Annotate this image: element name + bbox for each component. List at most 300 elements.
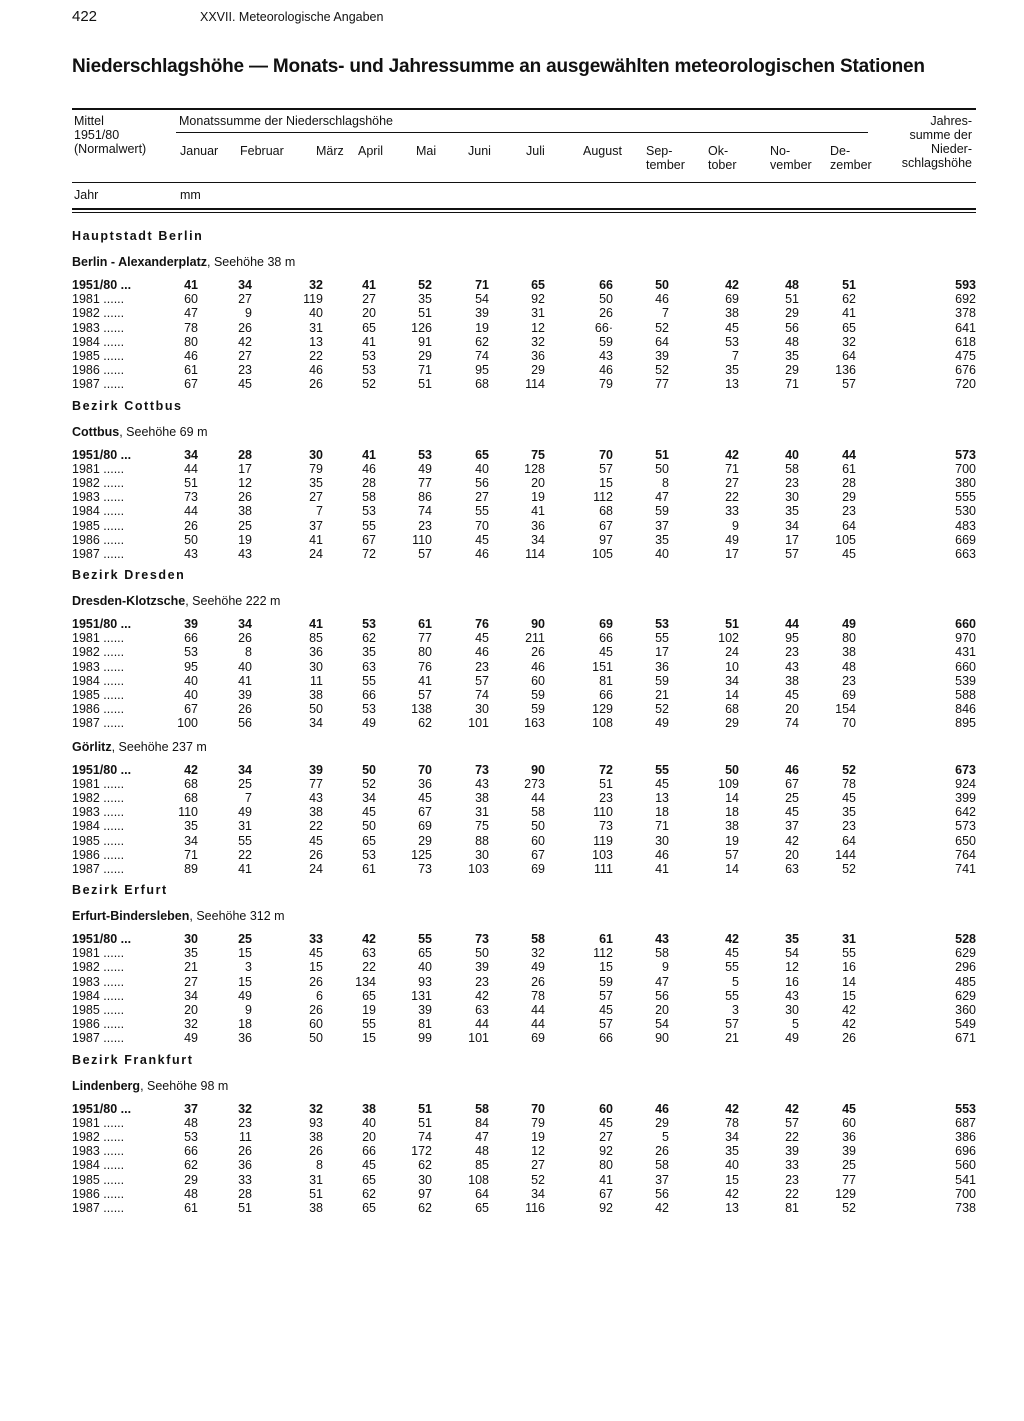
row-label: 1986 ...... xyxy=(72,1186,125,1201)
data-table xyxy=(72,448,976,562)
month-cell: 52 xyxy=(842,861,856,876)
month-cell: 48 xyxy=(184,1115,198,1130)
month-cell: 33 xyxy=(785,1158,799,1173)
month-cell: 37 xyxy=(655,1172,669,1187)
month-cell: 18 xyxy=(655,805,669,820)
month-cell: 45 xyxy=(475,631,489,646)
month-cell: 39 xyxy=(655,349,669,364)
month-cell: 40 xyxy=(309,306,323,321)
month-cell: 78 xyxy=(842,776,856,791)
month-cell: 36 xyxy=(655,659,669,674)
month-cell: 69 xyxy=(725,292,739,307)
station-elevation: , Seehöhe 38 m xyxy=(207,255,296,269)
month-cell: 68 xyxy=(184,790,198,805)
month-cell: 59 xyxy=(655,504,669,519)
month-cell: 36 xyxy=(309,645,323,660)
header-unit: mm xyxy=(180,188,201,202)
data-table xyxy=(72,1102,976,1216)
month-cell: 27 xyxy=(531,1158,545,1173)
table-row xyxy=(72,989,976,1003)
month-cell: 50 xyxy=(362,819,376,834)
month-cell: 46 xyxy=(655,1101,669,1116)
month-cell: 38 xyxy=(842,645,856,660)
month-cell: 73 xyxy=(475,932,489,947)
month-cell: 45 xyxy=(599,645,613,660)
month-cell: 93 xyxy=(418,974,432,989)
month-cell: 42 xyxy=(184,762,198,777)
station-elevation: , Seehöhe 312 m xyxy=(189,909,285,923)
month-cell: 46 xyxy=(785,762,799,777)
month-cell: 163 xyxy=(524,716,545,731)
month-cell: 45 xyxy=(842,546,856,561)
station-heading xyxy=(72,904,976,932)
month-cell: 49 xyxy=(842,617,856,632)
month-cell: 41 xyxy=(599,1172,613,1187)
top-rule xyxy=(72,108,976,110)
month-cell: 19 xyxy=(531,490,545,505)
month-cell: 101 xyxy=(468,1031,489,1046)
month-cell: 15 xyxy=(599,960,613,975)
month-cell: 23 xyxy=(785,475,799,490)
month-cell: 32 xyxy=(238,1101,252,1116)
annual-cell: 692 xyxy=(955,292,976,307)
month-cell: 57 xyxy=(725,1017,739,1032)
month-cell: 80 xyxy=(842,631,856,646)
month-cell: 44 xyxy=(475,1017,489,1032)
month-cell: 67 xyxy=(599,1186,613,1201)
row-label: 1982 ...... xyxy=(72,306,125,321)
row-label: 1986 ...... xyxy=(72,847,125,862)
table-row xyxy=(72,833,976,847)
month-cell: 71 xyxy=(184,847,198,862)
month-cell: 42 xyxy=(725,1101,739,1116)
annual-cell: 296 xyxy=(955,960,976,975)
month-cell: 35 xyxy=(184,819,198,834)
month-cell: 116 xyxy=(525,1200,545,1215)
row-label: 1984 ...... xyxy=(72,504,125,519)
header-month-dezember: De- zember xyxy=(830,144,872,172)
row-label: 1985 ...... xyxy=(72,518,125,533)
month-cell: 34 xyxy=(238,278,252,293)
row-label: 1987 ...... xyxy=(72,1031,125,1046)
table-row xyxy=(72,645,976,659)
month-cell: 79 xyxy=(531,1115,545,1130)
station-name: Berlin - Alexanderplatz xyxy=(72,255,207,269)
month-cell: 21 xyxy=(184,960,198,975)
data-table xyxy=(72,763,976,877)
month-cell: 53 xyxy=(362,847,376,862)
month-cell: 60 xyxy=(531,833,545,848)
month-cell: 27 xyxy=(184,974,198,989)
table-row xyxy=(72,862,976,876)
month-cell: 154 xyxy=(835,702,856,717)
month-cell: 65 xyxy=(418,946,432,961)
month-cell: 45 xyxy=(309,946,323,961)
station-section xyxy=(72,226,976,396)
month-cell: 23 xyxy=(475,659,489,674)
month-cell: 80 xyxy=(599,1158,613,1173)
month-cell: 45 xyxy=(418,790,432,805)
month-cell: 23 xyxy=(238,363,252,378)
month-cell: 111 xyxy=(593,861,613,876)
month-cell: 51 xyxy=(842,278,856,293)
row-label: 1983 ...... xyxy=(72,490,125,505)
month-cell: 59 xyxy=(531,702,545,717)
month-cell: 46 xyxy=(475,645,489,660)
month-cell: 62 xyxy=(362,1186,376,1201)
header-jahressumme: Jahres- summe der Nieder- schlagshöhe xyxy=(901,114,972,170)
annual-cell: 924 xyxy=(955,776,976,791)
month-cell: 60 xyxy=(599,1101,613,1116)
month-cell: 31 xyxy=(531,306,545,321)
month-cell: 35 xyxy=(785,504,799,519)
month-cell: 69 xyxy=(531,1031,545,1046)
month-cell: 41 xyxy=(655,861,669,876)
month-cell: 12 xyxy=(238,475,252,490)
month-cell: 43 xyxy=(785,988,799,1003)
month-cell: 48 xyxy=(785,334,799,349)
month-cell: 6 xyxy=(316,988,323,1003)
month-cell: 51 xyxy=(725,617,739,632)
month-cell: 41 xyxy=(531,504,545,519)
month-cell: 26 xyxy=(309,847,323,862)
month-cell: 66 xyxy=(599,631,613,646)
month-cell: 39 xyxy=(309,762,323,777)
month-cell: 50 xyxy=(475,946,489,961)
month-cell: 70 xyxy=(418,762,432,777)
month-cell: 66 xyxy=(362,1144,376,1159)
month-cell: 31 xyxy=(309,320,323,335)
annual-cell: 541 xyxy=(955,1172,976,1187)
month-cell: 50 xyxy=(531,819,545,834)
month-cell: 66 xyxy=(184,1144,198,1159)
month-cell: 52 xyxy=(531,1172,545,1187)
month-cell: 60 xyxy=(842,1115,856,1130)
month-cell: 51 xyxy=(418,1115,432,1130)
month-cell: 66 xyxy=(362,688,376,703)
row-label: 1985 ...... xyxy=(72,688,125,703)
annual-cell: 700 xyxy=(955,1186,976,1201)
month-cell: 26 xyxy=(238,490,252,505)
month-cell: 45 xyxy=(475,532,489,547)
month-cell: 71 xyxy=(725,461,739,476)
month-cell: 37 xyxy=(785,819,799,834)
table-row xyxy=(72,547,976,561)
month-cell: 41 xyxy=(362,447,376,462)
month-cell: 63 xyxy=(785,861,799,876)
month-cell: 11 xyxy=(239,1129,252,1144)
bezirk-heading: Bezirk Erfurt xyxy=(72,883,168,897)
month-cell: 110 xyxy=(178,805,198,820)
month-cell: 67 xyxy=(184,377,198,392)
month-cell: 44 xyxy=(842,447,856,462)
month-cell: 38 xyxy=(309,1129,323,1144)
row-label: 1983 ...... xyxy=(72,805,125,820)
month-cell: 39 xyxy=(418,1003,432,1018)
month-cell: 50 xyxy=(184,532,198,547)
month-cell: 57 xyxy=(418,688,432,703)
month-cell: 31 xyxy=(309,1172,323,1187)
month-cell: 65 xyxy=(842,320,856,335)
month-cell: 74 xyxy=(475,349,489,364)
month-cell: 68 xyxy=(184,776,198,791)
month-cell: 27 xyxy=(725,475,739,490)
month-cell: 23 xyxy=(842,819,856,834)
bottom-rule-thin xyxy=(72,212,976,213)
month-cell: 50 xyxy=(655,461,669,476)
month-cell: 35 xyxy=(418,292,432,307)
month-cell: 61 xyxy=(842,461,856,476)
month-cell: 42 xyxy=(655,1200,669,1215)
annual-cell: 660 xyxy=(955,659,976,674)
month-cell: 42 xyxy=(362,932,376,947)
month-cell: 85 xyxy=(309,631,323,646)
month-cell: 53 xyxy=(362,504,376,519)
month-cell: 52 xyxy=(362,776,376,791)
month-cell: 47 xyxy=(655,490,669,505)
month-cell: 29 xyxy=(184,1172,198,1187)
month-cell: 31 xyxy=(238,819,252,834)
month-cell: 30 xyxy=(785,1003,799,1018)
month-cell: 65 xyxy=(362,1172,376,1187)
month-cell: 78 xyxy=(184,320,198,335)
annual-cell: 539 xyxy=(955,673,976,688)
month-cell: 52 xyxy=(655,702,669,717)
month-cell: 90 xyxy=(531,617,545,632)
month-cell: 32 xyxy=(531,334,545,349)
month-cell: 65 xyxy=(531,278,545,293)
month-cell: 27 xyxy=(309,490,323,505)
data-table xyxy=(72,617,976,731)
month-cell: 18 xyxy=(725,805,739,820)
month-cell: 38 xyxy=(309,688,323,703)
month-cell: 62 xyxy=(362,631,376,646)
month-cell: 59 xyxy=(655,673,669,688)
table-row xyxy=(72,1017,976,1031)
month-cell: 51 xyxy=(599,776,613,791)
month-cell: 28 xyxy=(362,475,376,490)
month-cell: 25 xyxy=(238,518,252,533)
month-cell: 45 xyxy=(785,688,799,703)
month-cell: 53 xyxy=(725,334,739,349)
month-cell: 38 xyxy=(362,1101,376,1116)
month-cell: 12 xyxy=(531,1144,545,1159)
annual-cell: 764 xyxy=(955,847,976,862)
row-label: 1981 ...... xyxy=(72,461,125,476)
month-cell: 65 xyxy=(475,1200,489,1215)
month-cell: 61 xyxy=(599,932,613,947)
page-title: Niederschlagshöhe — Monats- und Jahressumme an ausgewählten meteorologischen Stationen xyxy=(72,56,925,77)
month-cell: 49 xyxy=(238,988,252,1003)
month-cell: 27 xyxy=(362,292,376,307)
month-cell: 33 xyxy=(725,504,739,519)
annual-cell: 485 xyxy=(955,974,976,989)
annual-cell: 483 xyxy=(955,518,976,533)
month-cell: 62 xyxy=(418,1158,432,1173)
month-cell: 53 xyxy=(184,645,198,660)
table-row xyxy=(72,335,976,349)
month-cell: 41 xyxy=(842,306,856,321)
month-cell: 37 xyxy=(184,1101,198,1116)
month-cell: 71 xyxy=(418,363,432,378)
month-cell: 43 xyxy=(309,790,323,805)
month-cell: 41 xyxy=(362,278,376,293)
row-label: 1987 ...... xyxy=(72,546,125,561)
month-cell: 9 xyxy=(732,518,739,533)
month-cell: 50 xyxy=(362,762,376,777)
month-cell: 17 xyxy=(655,645,669,660)
month-cell: 32 xyxy=(531,946,545,961)
month-cell: 45 xyxy=(725,320,739,335)
month-cell: 26 xyxy=(309,377,323,392)
month-cell: 53 xyxy=(184,1129,198,1144)
month-cell: 91 xyxy=(418,334,432,349)
month-cell: 47 xyxy=(475,1129,489,1144)
month-cell: 40 xyxy=(475,461,489,476)
month-cell: 66 xyxy=(599,278,613,293)
month-cell: 63 xyxy=(362,659,376,674)
month-cell: 136 xyxy=(835,363,856,378)
table-row xyxy=(72,278,976,292)
station-name: Dresden-Klotzsche xyxy=(72,594,186,608)
month-cell: 53 xyxy=(655,617,669,632)
month-cell: 7 xyxy=(732,349,739,364)
month-cell: 69 xyxy=(418,819,432,834)
row-label: 1982 ...... xyxy=(72,645,125,660)
month-cell: 73 xyxy=(599,819,613,834)
month-cell: 97 xyxy=(599,532,613,547)
month-cell: 55 xyxy=(362,518,376,533)
month-cell: 7 xyxy=(316,504,323,519)
annual-cell: 687 xyxy=(955,1115,976,1130)
month-cell: 36 xyxy=(531,349,545,364)
table-row xyxy=(72,363,976,377)
month-cell: 65 xyxy=(475,447,489,462)
row-label: 1981 ...... xyxy=(72,1115,125,1130)
table-row xyxy=(72,674,976,688)
month-cell: 42 xyxy=(475,988,489,1003)
month-cell: 68 xyxy=(599,504,613,519)
month-cell: 58 xyxy=(531,932,545,947)
row-label: 1951/80 ... xyxy=(72,932,132,947)
header-month-september: Sep- tember xyxy=(646,144,685,172)
row-label: 1982 ...... xyxy=(72,790,125,805)
month-cell: 22 xyxy=(238,847,252,862)
month-cell: 14 xyxy=(725,861,739,876)
month-cell: 112 xyxy=(593,490,613,505)
month-cell: 35 xyxy=(655,532,669,547)
month-cell: 25 xyxy=(238,932,252,947)
month-cell: 70 xyxy=(842,716,856,731)
month-cell: 36 xyxy=(418,776,432,791)
month-cell: 44 xyxy=(531,790,545,805)
month-cell: 11 xyxy=(310,673,323,688)
month-cell: 55 xyxy=(418,932,432,947)
month-cell: 19 xyxy=(531,1129,545,1144)
month-cell: 34 xyxy=(238,762,252,777)
month-cell: 35 xyxy=(725,1144,739,1159)
month-cell: 76 xyxy=(475,617,489,632)
table-row xyxy=(72,518,976,532)
month-cell: 34 xyxy=(238,617,252,632)
month-cell: 108 xyxy=(468,1172,489,1187)
month-cell: 43 xyxy=(785,659,799,674)
month-cell: 38 xyxy=(238,504,252,519)
month-cell: 53 xyxy=(362,349,376,364)
month-cell: 42 xyxy=(785,1101,799,1116)
header-month-april: April xyxy=(358,144,384,158)
month-cell: 41 xyxy=(362,334,376,349)
month-cell: 58 xyxy=(785,461,799,476)
month-cell: 128 xyxy=(524,461,545,476)
month-cell: 57 xyxy=(785,546,799,561)
month-cell: 57 xyxy=(599,1017,613,1032)
month-cell: 38 xyxy=(475,790,489,805)
month-cell: 89 xyxy=(184,861,198,876)
month-cell: 49 xyxy=(655,716,669,731)
month-cell: 68 xyxy=(725,702,739,717)
month-cell: 57 xyxy=(599,461,613,476)
month-cell: 58 xyxy=(531,805,545,820)
table-row xyxy=(72,932,976,946)
table-row xyxy=(72,1158,976,1172)
month-cell: 54 xyxy=(655,1017,669,1032)
month-cell: 92 xyxy=(599,1200,613,1215)
month-cell: 101 xyxy=(468,716,489,731)
month-cell: 71 xyxy=(655,819,669,834)
month-cell: 15 xyxy=(725,1172,739,1187)
month-cell: 38 xyxy=(725,306,739,321)
month-cell: 77 xyxy=(655,377,669,392)
month-cell: 29 xyxy=(418,833,432,848)
months-rule xyxy=(72,182,976,183)
month-cell: 81 xyxy=(418,1017,432,1032)
month-cell: 20 xyxy=(655,1003,669,1018)
month-cell: 55 xyxy=(655,631,669,646)
annual-cell: 642 xyxy=(955,805,976,820)
table-row xyxy=(72,292,976,306)
month-cell: 45 xyxy=(309,833,323,848)
row-label: 1986 ...... xyxy=(72,702,125,717)
month-cell: 24 xyxy=(725,645,739,660)
station-heading xyxy=(72,420,976,448)
annual-cell: 549 xyxy=(955,1017,976,1032)
table-row xyxy=(72,848,976,862)
month-cell: 41 xyxy=(309,617,323,632)
month-cell: 8 xyxy=(245,645,252,660)
month-cell: 46 xyxy=(184,349,198,364)
month-cell: 172 xyxy=(411,1144,432,1159)
month-cell: 33 xyxy=(238,1172,252,1187)
annual-cell: 696 xyxy=(955,1144,976,1159)
month-cell: 31 xyxy=(842,932,856,947)
month-cell: 23 xyxy=(785,645,799,660)
month-cell: 34 xyxy=(184,447,198,462)
month-cell: 51 xyxy=(655,447,669,462)
table-row xyxy=(72,946,976,960)
month-cell: 67 xyxy=(531,847,545,862)
month-cell: 58 xyxy=(475,1101,489,1116)
month-cell: 67 xyxy=(184,702,198,717)
month-cell: 25 xyxy=(785,790,799,805)
month-cell: 34 xyxy=(184,833,198,848)
month-cell: 39 xyxy=(475,306,489,321)
month-cell: 27 xyxy=(238,292,252,307)
month-cell: 43 xyxy=(655,932,669,947)
month-cell: 35 xyxy=(309,475,323,490)
month-cell: 97 xyxy=(418,1186,432,1201)
month-cell: 78 xyxy=(725,1115,739,1130)
